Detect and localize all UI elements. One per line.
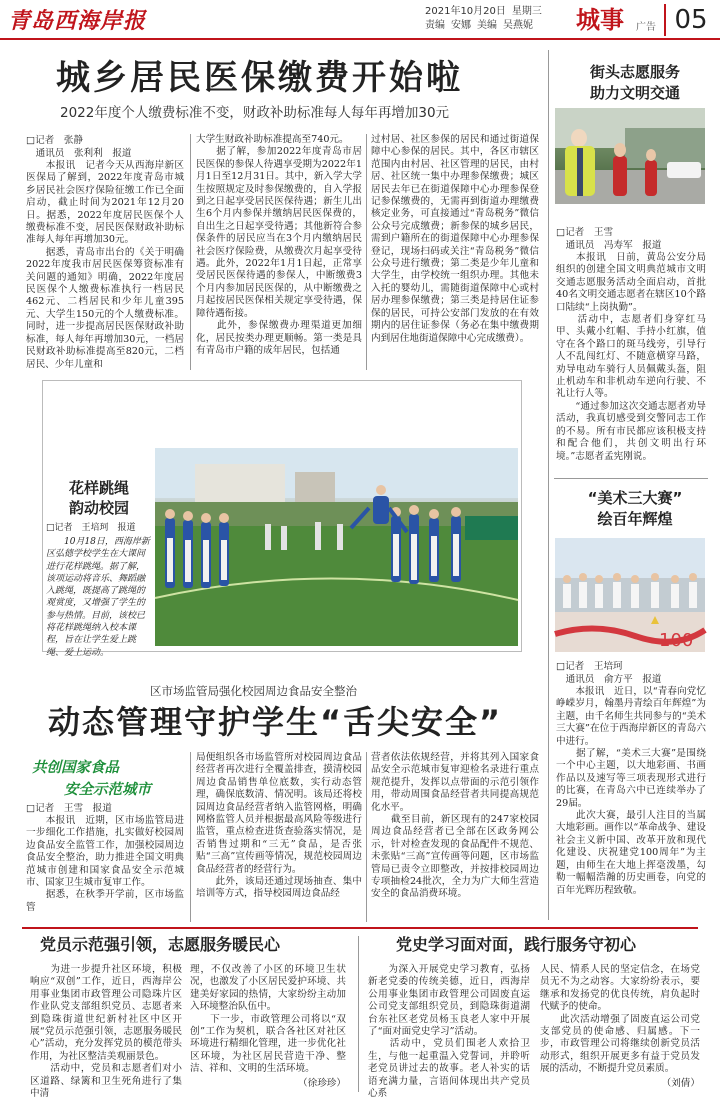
side2-body: 本报讯 近日，以“青春向党忆峥嵘岁月，翰墨丹青绘百年辉煌”为主题，由千名师生共同参与的“美术三大赛”在位于西海岸新区的青岛六中进行。 据了解，“美术三大赛”是围绕一个中心主题，以大地彩画、书画作品以及速写等三项表现形式进行的比赛，在青岛六中已连续举办了29届。 此次大赛，最引人注目的当属大地彩画。画作以“革命战争、建设社会主义新中国、改革开放和现代化建设、庆祝建党100周年”为主题，由师生在大地上挥毫泼墨，勾勒一幅幅浩瀚的历史画卷，向党的百年光辉历程致敬。 [556, 686, 706, 896]
issue-meta [425, 5, 575, 33]
feature-headline [46, 478, 152, 518]
bottom-right-column-2: 人民、情系人民的坚定信念，在场党员无不为之动容。大家纷纷表示，要继承和发扬党的优良传统，肩负起时代赋予的使命。 此次活动增强了固废直运公司党支部党员的使命感、归属感。下一步，市政管理公司将继续创新党员活动形式，组织开展更多有益于党员发展的活动，不断提升党员素质。 [540, 964, 700, 1075]
side1-byline-correspondent: 通讯员 冯寿军 报道 [556, 240, 662, 251]
page-number: 05 [664, 4, 716, 36]
editor-label: 责编 [425, 20, 445, 31]
lead-byline-correspondent: 通讯员 张利利 报道 [26, 148, 132, 159]
side1-byline-reporter: □记者 王雪 [556, 227, 614, 238]
side1-headline-line2: 助力文明交通 [589, 84, 680, 102]
side2-byline [556, 660, 706, 686]
bottom-right-headline: 党史学习面对面，践行服务守初心 [396, 935, 637, 954]
side2-headline [560, 488, 710, 530]
art-editor-name: 吴燕妮 [503, 20, 533, 31]
bottom-right-signature: （刘倩） [661, 1078, 700, 1089]
side2-headline-line2: 绘百年辉煌 [597, 510, 673, 528]
feature-caption: 10月18日，西海岸新区弘德学校学生在大课间进行花样跳绳。据了解，该项运动将音乐、舞蹈融入跳绳，既提高了跳绳的观赏度，又增强了学生的参与热情。目前，该校已将花样跳绳纳入校本课程，旨在让学生爱上跳绳、爱上运动。 [46, 537, 150, 658]
bottom-right-column-1: 为深入开展党史学习教育，弘扬新老党委的传统美德，近日，西海岸公用事业集团市政管理公司固废直运公司党支部组织党员，到隐珠街道湖台东社区老党员杨玉良老人家中开展了“面对面党史学习”活动。 活动中，党员们围老人欢拾卫生，与他一起重温入党誓词，并聆听老党员讲过去的故事。老人补实的话语充满力量，言语间体现出共产党员心系 [368, 964, 530, 1100]
masthead-logo: 青岛西海岸报 [8, 9, 147, 34]
photo-rope-skipping [155, 448, 518, 646]
lead-headline: 城乡居民医保缴费开始啦 [56, 58, 463, 98]
side2-byline-correspondent: 通讯员 俞方平 报道 [556, 674, 662, 685]
issue-weekday: 星期三 [511, 6, 542, 17]
lead-subhead: 2022年度个人缴费标准不变，财政补助标准每人每年再增加30元 [60, 105, 450, 121]
issue-date: 2021年10月20日 [425, 6, 506, 17]
story2-column-3: 营者依法依规经营，并将其列入国家食品安全示范城市复审迎检名录进行重点规范提升，发挥以点带面的示范引领作用，带动周围食品经营者共同提高规范化水平。 截至目前，新区现有的247家校园周边食品经营者已全部在区政务网公示，针对检查发现的食品配件不规范、未张贴“三高”宣传画等问题，区市场监管局已责令立即整改，并按排校园周边专项抽检24批次，全力为广大师生营造安全的食品消费环境。 [371, 752, 539, 900]
photo-art-contest [555, 538, 705, 652]
column-divider [366, 134, 367, 370]
bottom-left-column-2: 理，不仅改善了小区的环境卫生状况，也激发了小区居民爱护环境、共建美好家园的热情，大家纷纷主动加入环境整治队伍中。 下一步，市政管理公司将以“双创”工作为契机，联合各社区对社区环境进行精细化管理，进一步优化社区环境，为社区居民营造干净、整洁、祥和、文明的生活环境。 [190, 964, 346, 1075]
lead-column-3: 过村居、社区参保的居民和通过街道保障中心参保的居民。其中，各区市辖区范围内由村居、社区管理的居民，由村居、社区统一集中办理参保缴费；城区居民去年已在街道保障中心办理参保登记参保缴费的，无需再到街道办理缴费核定业务，可直接通过“青岛税务”微信公众号完成缴费；新参保的城乡居民，需到户籍所在的街道保障中心办理参保登记，现场扫码或关注“青岛税务”微信公众号进行缴费；第二类是少年儿童和大学生，由学校统一组织办理。其他未入托的婴幼儿，需随街道保障中心或村居办理参保缴费；第三类是持居住证参保的居民，可持公安部门发放的在有效期内的居住证参保（务必在集中缴费期内到居住地街道保障中心完成缴费）。 [371, 134, 539, 344]
bottom-left-signature: （徐珍珍） [298, 1078, 346, 1089]
side1-byline [556, 226, 706, 252]
feature-byline: □记者 王培珂 报道 [46, 523, 136, 533]
badge-line1: 共创国家食品 [32, 760, 119, 776]
bottom-rule [22, 927, 698, 929]
column-divider [190, 752, 191, 922]
art-editor-label: 美编 [477, 20, 497, 31]
story2-headline: 动态管理守护学生“舌尖安全” [48, 703, 503, 741]
lead-byline [26, 134, 186, 160]
story2-kicker: 区市场监管局强化校园周边食品安全整治 [150, 684, 357, 698]
section-name: 城事 [576, 6, 624, 34]
story2-column-1: 本报讯 近期，区市场监管局进一步细化工作措施，扎实做好校园周边食品安全监管工作，加强校园周边食品安全整治，助力推进全国文明典范城市创建和国家食品安全示范城市、国家卫生城市复审工作。 据悉，在秋季开学前，区市场监管 [26, 815, 184, 913]
sidebar-rule [554, 478, 708, 479]
side2-headline-line1: “美术三大赛” [587, 489, 683, 507]
photo-traffic-volunteer [555, 108, 705, 204]
bottom-divider [358, 936, 359, 1092]
editor-name: 安娜 [451, 20, 471, 31]
side1-headline [560, 62, 710, 104]
bottom-left-headline: 党员示范强引领，志愿服务暖民心 [40, 935, 281, 954]
bottom-left-column-1: 为进一步提升社区环境，积极响应“双创”工作，近日，西海岸公用事业集团市政管理公司隐珠片区作业队党支部组织党员、志愿者来到隐珠街道世纪新村社区中区开展“党员示范强引领，志愿服务暖民心”活动，充分发挥党员的模范带头作用，为社区整洁美观丽景色。 活动中，党员和志愿者们对小区道路、绿篱和卫生死角进行了集中清 [30, 964, 182, 1100]
lead-column-2: 大学生财政补助标准提高至740元。 据了解，参加2022年度青岛市居民医保的参保人待遇享受期为2022年1月1日至12月31日。其中，新入学大学生按照规定及时参保缴费的，自入学报到之日起享受居民医保待遇；新生儿出生6个月内参保并缴纳居民医保费的，自出生之日起享受待遇；其他新符合参保条件的居民应当在3个月内缴纳居民社会医疗保险费，从缴费次月起享受待遇。此外，2022年1月1日起，正常享受居民医保待遇的参保人，中断缴费3个月内参加居民医保的，从中断缴费之月起按居民医保相关规定享受待遇，保障待遇衔接。 此外，参保缴费办理渠道更加细化，居民按类办理更顺畅。第一类是具有青岛市户籍的成年居民，包括通 [196, 134, 362, 356]
story2-column-2: 局便组织各市场监管所对校园周边食品经营者再次进行全覆盖排查，摸清校园周边食品销售单位底数，实行动态管理，确保底数清、情况明。该局还将校园周边食品经营者纳入监管网格，明确网格监管人员并根据最高风险等级进行监管，重点检查进货查验落实情况，是否销售过期和“三无”食品，是否张贴“三高”宣传画等情况，规范校园周边食品经营者的经营行为。 此外，该局还通过现场抽查、集中培训等方式，指导校园周边食品经 [196, 752, 362, 900]
story2-byline: □记者 王雪 报道 [26, 803, 112, 814]
sidebar-divider [548, 50, 549, 920]
side2-byline-reporter: □记者 王培珂 [556, 661, 623, 672]
feature-headline-line2: 韵动校园 [68, 499, 129, 517]
badge-line2: 安全示范城市 [64, 782, 151, 798]
lead-column-1: 本报讯 记者今天从西海岸新区医保局了解到，2022年度青岛市城乡居民社会医疗保险征缴工作已全面启动，截止时间为2021年12月20日。据悉，2022年度居民医保个人缴费标准不变，居民医保财政补助标准每人每年再增加30元。 据悉，青岛市出台的《关于明确2022年度我市居民医保筹资标准有关问题的通知》明确，2022年度居民医保个人缴费标准执行一档居民462元、二档居民和少年儿童395元、大学生150元的个人缴费标准。同时，进一步提高居民医保财政补助标准，每人每年再增加30元，一档居民财政补助标准提高至820元，二档居民、少年儿童和 [26, 160, 184, 370]
feature-headline-line1: 花样跳绳 [68, 479, 129, 497]
lead-byline-reporter: □记者 张静 [26, 135, 84, 146]
column-divider [366, 752, 367, 922]
side1-body: 本报讯 日前，黄岛公安分局组织的创建全国文明典范城市文明交通志愿服务活动全面启动，首批40名文明交通志愿者在辖区10个路口陆续“上岗执勤”。 活动中，志愿者们身穿红马甲、头戴小红帽、手持小红旗，值守在各个路口的斑马线旁，引导行人不乱闯红灯、不随意横穿马路，劝导电动车骑行人员佩戴头盔，阻止机动车和非机动车逆向行驶、不礼让行人等。 “通过参加这次交通志愿者劝导活动，我真切感受到交警同志工作的不易。所有市民都应该积极支持和配合他们，共创文明出行环境。”志愿者孟宪刚说。 [556, 252, 706, 462]
food-safety-badge [22, 756, 182, 804]
ad-label: 广告 [636, 22, 656, 33]
section-tag [576, 4, 662, 36]
svg-text:100: 100 [659, 630, 694, 651]
side1-headline-line1: 街头志愿服务 [589, 63, 680, 81]
column-divider [190, 134, 191, 370]
header-rule [0, 38, 720, 40]
